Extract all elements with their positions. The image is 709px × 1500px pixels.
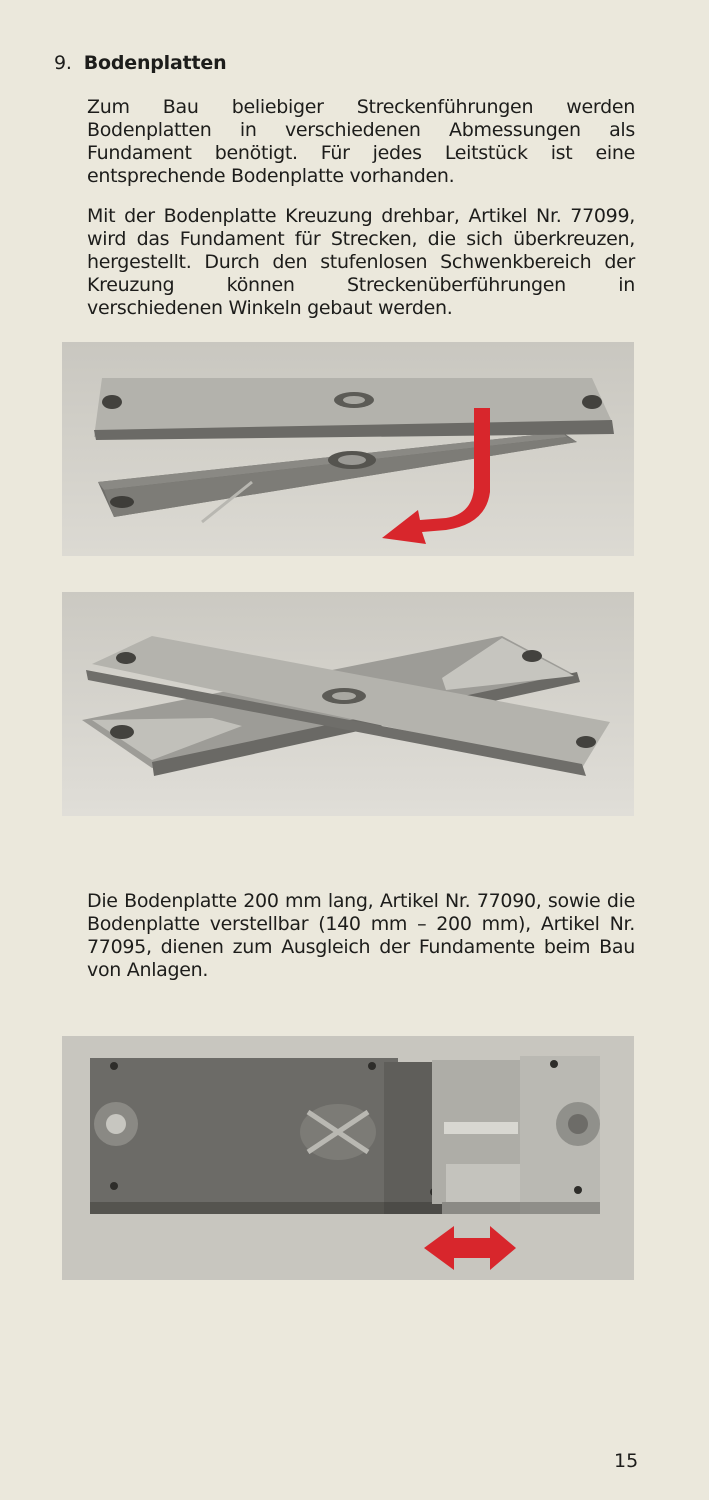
photo-adjustable-plate (62, 1036, 634, 1280)
photo-crossing-crossed (62, 592, 634, 816)
page-number: 15 (614, 1450, 639, 1472)
section-number: 9. (54, 52, 72, 74)
section-title: Bodenplatten (83, 52, 227, 74)
photo-crossing-rotating (62, 342, 634, 556)
paragraph-intro: Zum Bau beliebiger Streckenführungen werden Bodenplatten in verschiedenen Abmessungen als Fundament benötigt. Für jedes Leitstück ist eine entsprechende Bodenplatte vorhanden. (87, 96, 635, 187)
section-heading (54, 52, 226, 74)
paragraph-adjustable: Die Bodenplatte 200 mm lang, Artikel Nr. 77090, sowie die Bodenplatte verstellbar (140 mm – 200 mm), Artikel Nr. 77095, dienen zum Ausgleich der Fundamente beim Bau von Anlagen. (87, 890, 635, 981)
paragraph-crossing: Mit der Bodenplatte Kreuzung drehbar, Artikel Nr. 77099, wird das Fundament für Strecken, die sich überkreuzen, hergestellt. Durch den stufenlosen Schwenkbereich der Kreuzung können Streckenüberführungen in verschiedenen Winkeln gebaut werden. (87, 205, 635, 319)
